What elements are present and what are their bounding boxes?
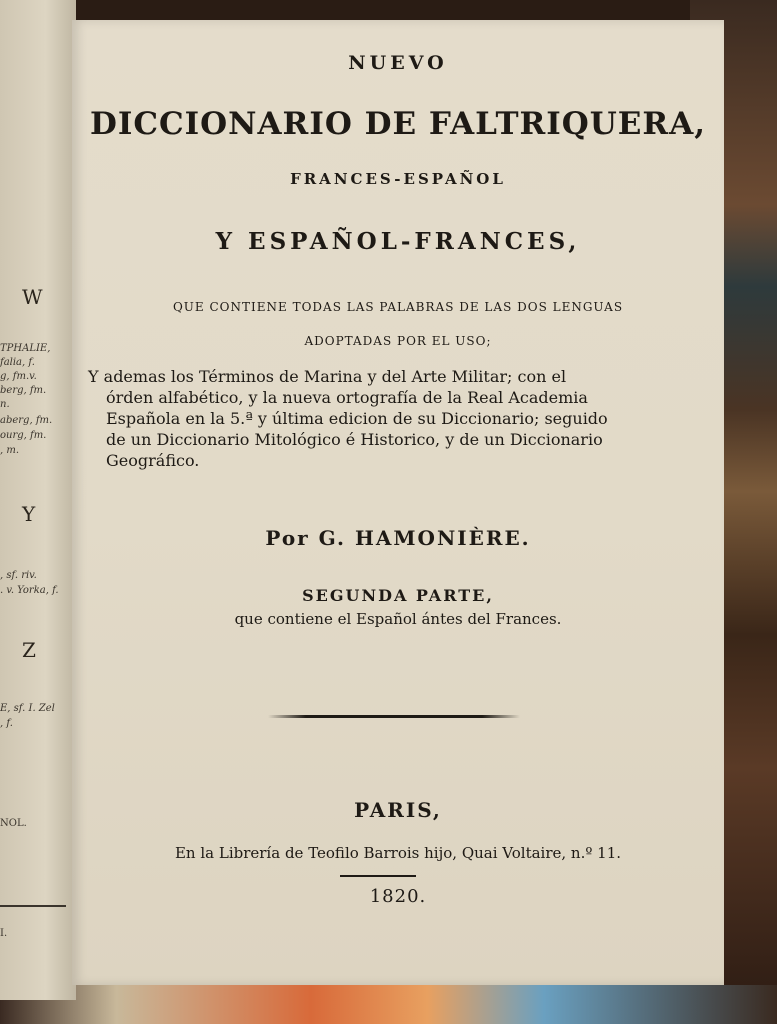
part-description: que contiene el Español ántes del Frances. [234,610,562,628]
left-page-fragment: , m. [0,445,20,456]
left-page-fragment: , f. [0,718,13,729]
background-table [0,985,777,1024]
main-title: DICCIONARIO DE FALTRIQUERA, [89,106,707,142]
part-title: SEGUNDA PARTE, [302,586,494,605]
left-page-fragment: berg, fm. [0,385,47,396]
year-rule [340,875,416,877]
paragraph-line: Y ademas los Términos de Marina y del Arte Militar; con el [88,367,567,386]
contents-line-1: QUE CONTIENE TODAS LAS PALABRAS DE LAS DOS LENGUAS [172,300,624,314]
imprint-year: 1820. [369,886,427,907]
subtitle-espanol-frances: Y ESPAÑOL-FRANCES, [215,228,581,255]
left-page-fragment: I. [0,928,8,939]
left-page-letter-y: Y [22,502,36,526]
subtitle-frances-espanol: FRANCES-ESPAÑOL [290,170,506,188]
left-page-fragment: , sf. riv. [0,570,37,581]
left-page-fragment: g, fm.v. [0,371,37,382]
imprint-city: PARIS, [354,798,442,822]
left-page-letter-w: W [22,285,43,309]
title-nuevo: NUEVO [348,52,448,74]
contents-line-2: ADOPTADAS POR EL USO; [304,334,492,348]
left-page-fragment: E, sf. I. Zel [0,703,55,714]
paragraph-line: Española en la 5.ª y última edicion de su Diccionario; seguido [106,409,608,428]
description-paragraph [88,366,654,471]
left-page-rule [0,905,66,907]
left-page-fragment: aberg, fm. [0,415,53,426]
title-page [72,20,724,985]
left-page-fragment: . v. Yorka, f. [0,585,59,596]
decorative-rule [268,715,520,718]
imprint-publisher: En la Librería de Teofilo Barrois hijo, Quai Voltaire, n.º 11. [174,844,622,862]
paragraph-line: de un Diccionario Mitológico é Historico, y de un Diccionario [106,430,603,449]
left-page-fragment: TPHALIE, [0,343,51,354]
paragraph-line: órden alfabético, y la nueva ortografía de la Real Academia [106,388,588,407]
left-page-fragment: NOL. [0,818,27,829]
paragraph-line: Geográfico. [106,451,200,470]
left-page [0,0,76,1000]
left-page-fragment: falia, f. [0,357,35,368]
left-page-fragment: n. [0,399,10,410]
left-page-letter-z: Z [22,638,36,662]
author-line: Por G. HAMONIÈRE. [265,526,531,550]
left-page-fragment: ourg, fm. [0,430,47,441]
